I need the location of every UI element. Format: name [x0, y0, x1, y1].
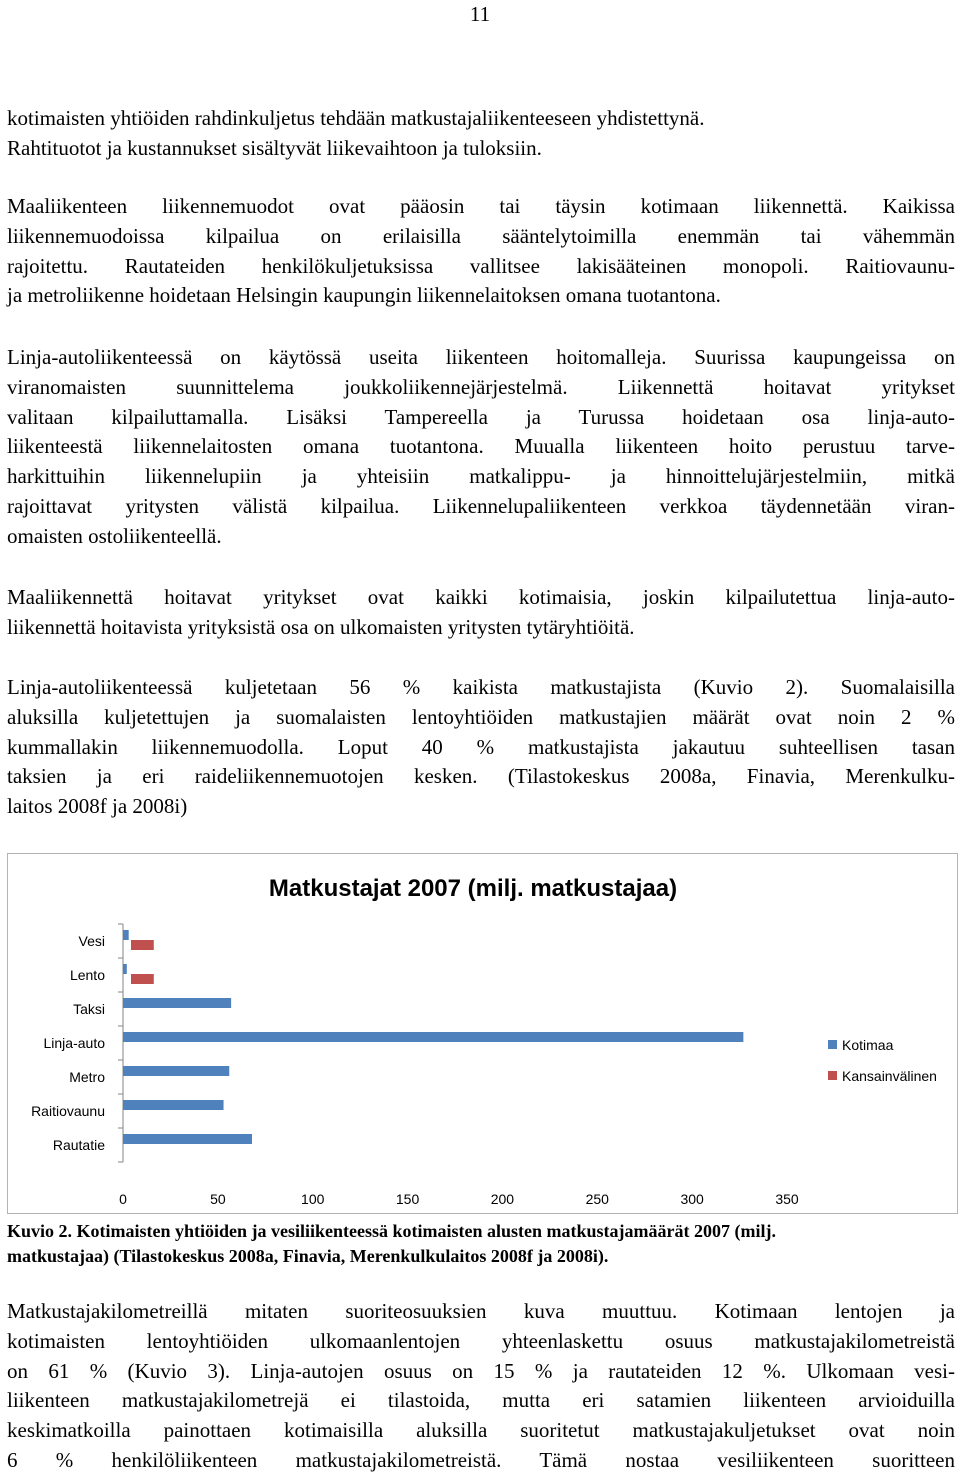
category-label: Rautatie — [52, 1137, 105, 1153]
text-line: taksien ja eri raideliikennemuotojen kesken. (Tilastokeskus 2008a, Finavia, Merenkulku- — [7, 764, 955, 789]
text-line: Matkustajakilometreillä mitaten suoriteosuuksien kuva muuttuu. Kotimaan lentojen ja — [7, 1299, 955, 1323]
text-line: laitos 2008f ja 2008i) — [7, 794, 188, 819]
legend-label: Kansainvälinen — [842, 1068, 937, 1084]
text-line: omaisten ostoliikenteellä. — [7, 523, 222, 548]
paragraph-5 — [7, 673, 955, 822]
text-line: 6 % henkilöliikenteen matkustajakilometreistä. Tämä nostaa vesiliikenteen suoritteen — [7, 1447, 955, 1472]
paragraph-2 — [7, 192, 955, 311]
text-line: kummallakin liikennemuodolla. Loput 40 % matkustajista jakautuu suhteellisen tasan — [7, 734, 955, 759]
text-line: liikenteestä liikennelaitosten omana tuotantona. Muualla liikenteen hoito perustuu tarve- — [7, 434, 955, 459]
x-tick-label: 100 — [301, 1191, 325, 1207]
bar-kotimaa-rautatie — [123, 1134, 252, 1144]
page-number: 11 — [469, 2, 491, 26]
category-label: Metro — [69, 1069, 105, 1085]
legend-swatch-kansainvälinen — [828, 1071, 837, 1080]
text-line: ja metroliikenne hoidetaan Helsingin kaupungin liikennelaitoksen omana tuotantona. — [7, 283, 721, 308]
text-line: Maaliikenteen liikennemuodot ovat pääosin tai täysin kotimaan liikennettä. Kaikissa — [7, 194, 955, 218]
text-line: kotimaisten yhtiöiden rahdinkuljetus tehdään matkustajaliikenteeseen yhdistettynä. — [7, 106, 705, 130]
legend-swatch-kotimaa — [828, 1040, 837, 1049]
chart-plot-area — [31, 924, 799, 1207]
text-line: valitaan kilpailuttamalla. Lisäksi Tampereella ja Turussa hoidetaan osa linja-auto- — [7, 404, 955, 429]
text-line: Rahtituotot ja kustannukset sisältyvät liikevaihtoon ja tuloksiin. — [7, 135, 542, 160]
text-line: Maaliikennettä hoitavat yritykset ovat kaikki kotimaisia, joskin kilpailutettua linja-auto- — [7, 585, 955, 609]
x-tick-label: 150 — [395, 1191, 420, 1207]
category-label: Raitiovaunu — [31, 1103, 105, 1119]
bar-kotimaa-vesi — [123, 930, 129, 940]
chart-frame — [7, 853, 958, 1214]
category-label: Linja-auto — [43, 1035, 105, 1051]
text-line: rajoittavat yritysten välistä kilpailua. Liikennelupaliikenteen verkkoa täydennetään viran- — [7, 493, 955, 518]
bar-kotimaa-metro — [123, 1066, 229, 1076]
x-tick-label: 50 — [210, 1191, 226, 1207]
bar-kotimaa-lento — [123, 964, 127, 974]
category-label: Vesi — [78, 933, 105, 949]
chart-legend — [828, 1037, 937, 1084]
paragraph-1 — [7, 104, 955, 164]
text-line: Linja-autoliikenteessä kuljetetaan 56 % kaikista matkustajista (Kuvio 2). Suomalaisilla — [7, 675, 955, 699]
text-line: viranomaisten suunnittelema joukkoliikennejärjestelmä. Liikennettä hoitavat yritykset — [7, 374, 955, 399]
paragraph-3 — [7, 343, 955, 552]
text-line: liikennemuodoissa kilpailua on erilaisilla sääntelytoimilla enemmän tai vähemmän — [7, 223, 955, 248]
x-tick-label: 0 — [119, 1191, 127, 1207]
bar-kotimaa-linja-auto — [123, 1032, 743, 1042]
passenger-bar-chart — [8, 854, 957, 1213]
caption-line: matkustajaa) (Tilastokeskus 2008a, Finavia, Merenkulkulaitos 2008f ja 2008i). — [7, 1246, 609, 1266]
bar-kotimaa-raitiovaunu — [123, 1100, 224, 1110]
legend-label: Kotimaa — [842, 1037, 894, 1053]
category-label: Lento — [69, 967, 105, 983]
text-line: on 61 % (Kuvio 3). Linja-autojen osuus on 15 % ja rautateiden 12 %. Ulkomaan vesi- — [7, 1358, 955, 1383]
text-line: harkittuihin liikennelupiin ja yhteisiin matkalippu- ja hinnoittelujärjestelmiin, mitkä — [7, 464, 955, 489]
bar-kansainvälinen-vesi — [131, 940, 154, 950]
category-label: Taksi — [73, 1001, 105, 1017]
text-line: rajoitettu. Rautateiden henkilökuljetuksissa vallitsee lakisääteinen monopoli. Raitiovaunu- — [7, 253, 955, 278]
text-line: aluksilla kuljetettujen ja suomalaisten lentoyhtiöiden matkustajien määrät ovat noin 2 % — [7, 704, 955, 729]
figure-caption — [7, 1219, 955, 1269]
x-tick-label: 200 — [490, 1191, 515, 1207]
paragraph-4 — [7, 583, 955, 643]
x-tick-label: 250 — [585, 1191, 609, 1207]
text-line: kotimaisten lentoyhtiöiden ulkomaanlentojen yhteenlaskettu osuus matkustajakilometreistä — [7, 1328, 955, 1353]
x-tick-label: 300 — [680, 1191, 704, 1207]
text-line: Linja-autoliikenteessä on käytössä useita liikenteen hoitomalleja. Suurissa kaupungeissa on — [7, 345, 955, 369]
chart-title: Matkustajat 2007 (milj. matkustajaa) — [268, 875, 678, 902]
text-line: liikenteen matkustajakilometrejä ei tilastoida, mutta eri satamien liikenteen arvioiduilla — [7, 1388, 955, 1413]
caption-line: Kuvio 2. Kotimaisten yhtiöiden ja vesiliikenteessä kotimaisten alusten matkustajamäärät 2007 (milj. — [7, 1221, 776, 1241]
paragraph-6 — [7, 1297, 955, 1476]
bar-kotimaa-taksi — [123, 998, 231, 1008]
bar-kansainvälinen-lento — [131, 974, 154, 984]
text-line: liikennettä hoitavista yrityksistä osa on ulkomaisten yritysten tytäryhtiöitä. — [7, 614, 635, 639]
x-tick-label: 350 — [775, 1191, 799, 1207]
text-line: keskimatkoilla painottaen kotimaisilla aluksilla suoritetut matkustajakuljetukset ovat noin — [7, 1418, 955, 1443]
